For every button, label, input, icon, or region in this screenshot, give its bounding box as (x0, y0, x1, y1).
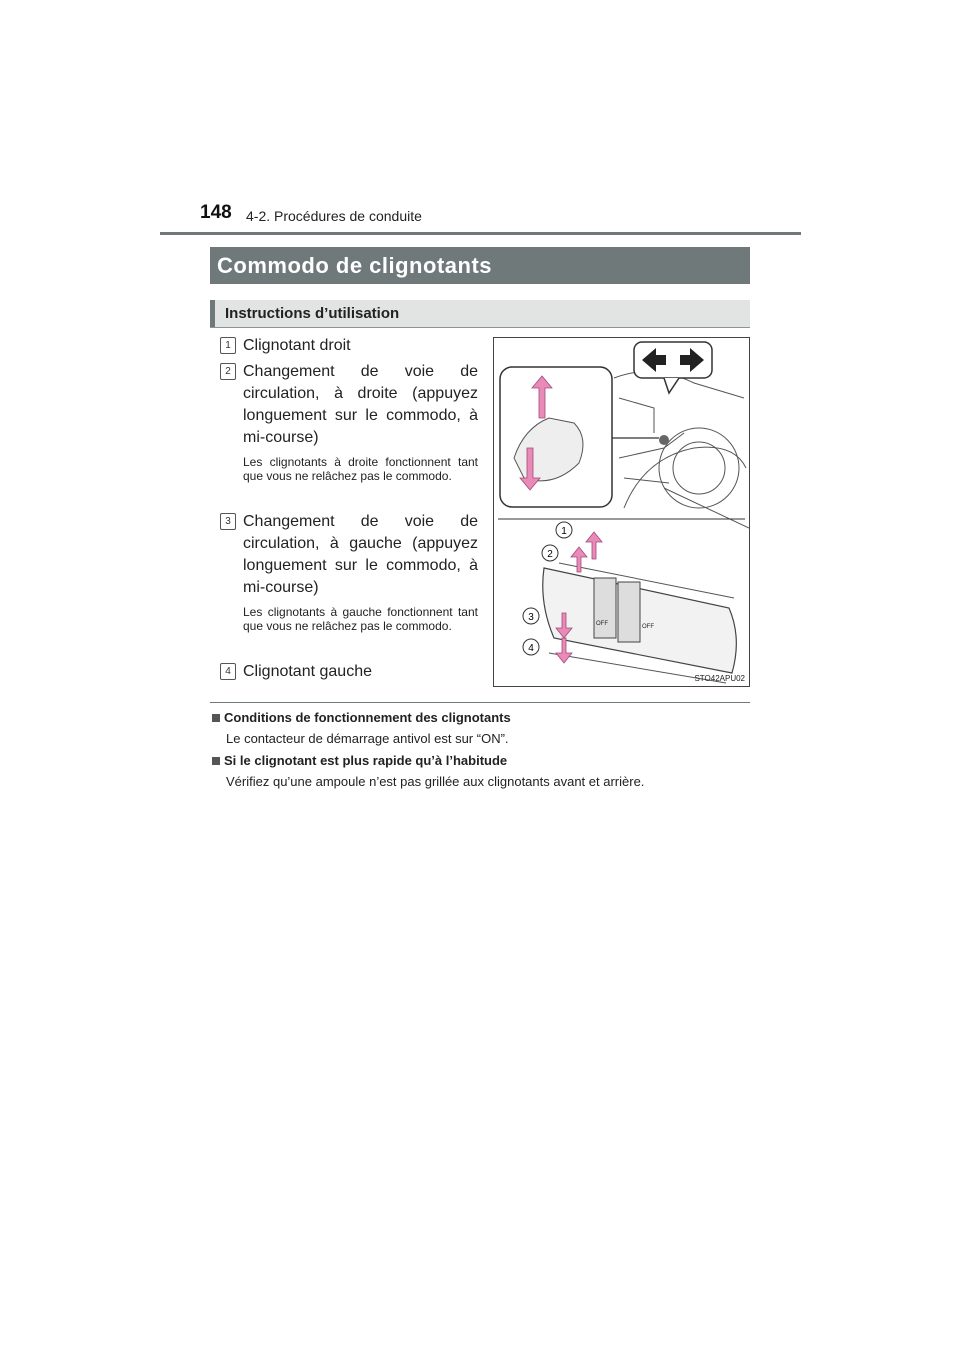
callout-4: 4 (528, 643, 534, 654)
turn-signal-figure (493, 337, 750, 687)
section-divider (210, 702, 750, 703)
list-item (220, 511, 478, 633)
number-icon: 2 (220, 363, 236, 380)
figure-illustration (494, 338, 749, 686)
number-icon: 4 (220, 663, 236, 680)
list-item (220, 361, 478, 483)
subheading-rule (210, 327, 750, 328)
list-item (220, 661, 478, 683)
item-text: Clignotant gauche (243, 663, 372, 680)
bullet-icon (212, 714, 220, 722)
page-number: 148 (200, 202, 232, 223)
callout-3: 3 (528, 612, 534, 623)
condition-text: Le contacteur de démarrage antivol est sur “ON”. (226, 731, 509, 746)
section-label: 4-2. Procédures de conduite (246, 208, 422, 224)
list-item (220, 335, 478, 357)
condition-heading-text: Conditions de fonctionnement des clignotants (224, 710, 511, 725)
condition-heading-text: Si le clignotant est plus rapide qu’à l’habitude (224, 753, 508, 768)
condition-text: Vérifiez qu’une ampoule n’est pas grillée aux clignotants avant et arrière. (226, 774, 645, 789)
callout-1: 1 (561, 526, 567, 537)
condition-heading (212, 710, 511, 725)
header-rule (160, 232, 801, 235)
dashboard-scene (614, 372, 749, 528)
figure-code: STO42APU02 (694, 674, 745, 683)
switch-off-label: OFF (596, 621, 608, 627)
lever-detail (543, 532, 737, 683)
callout-2: 2 (547, 549, 553, 560)
subheading: Instructions d’utilisation (210, 300, 750, 327)
item-text: Clignotant droit (243, 337, 351, 354)
item-note: Les clignotants à gauche fonctionnent tant que vous ne relâchez pas le commodo. (243, 605, 478, 633)
number-icon: 1 (220, 337, 236, 354)
condition-heading (212, 753, 507, 768)
item-note: Les clignotants à droite fonctionnent tant que vous ne relâchez pas le commodo. (243, 455, 478, 483)
item-text: Changement de voie de circulation, à droite (appuyez longuement sur le commodo, à mi-course) (243, 363, 478, 446)
item-text: Changement de voie de circulation, à gauche (appuyez longuement sur le commodo, à mi-course) (243, 513, 478, 596)
bullet-icon (212, 757, 220, 765)
switch-off-label: OFF (642, 624, 654, 630)
number-icon: 3 (220, 513, 236, 530)
page-title: Commodo de clignotants (210, 247, 750, 284)
inset-lever (500, 367, 669, 507)
